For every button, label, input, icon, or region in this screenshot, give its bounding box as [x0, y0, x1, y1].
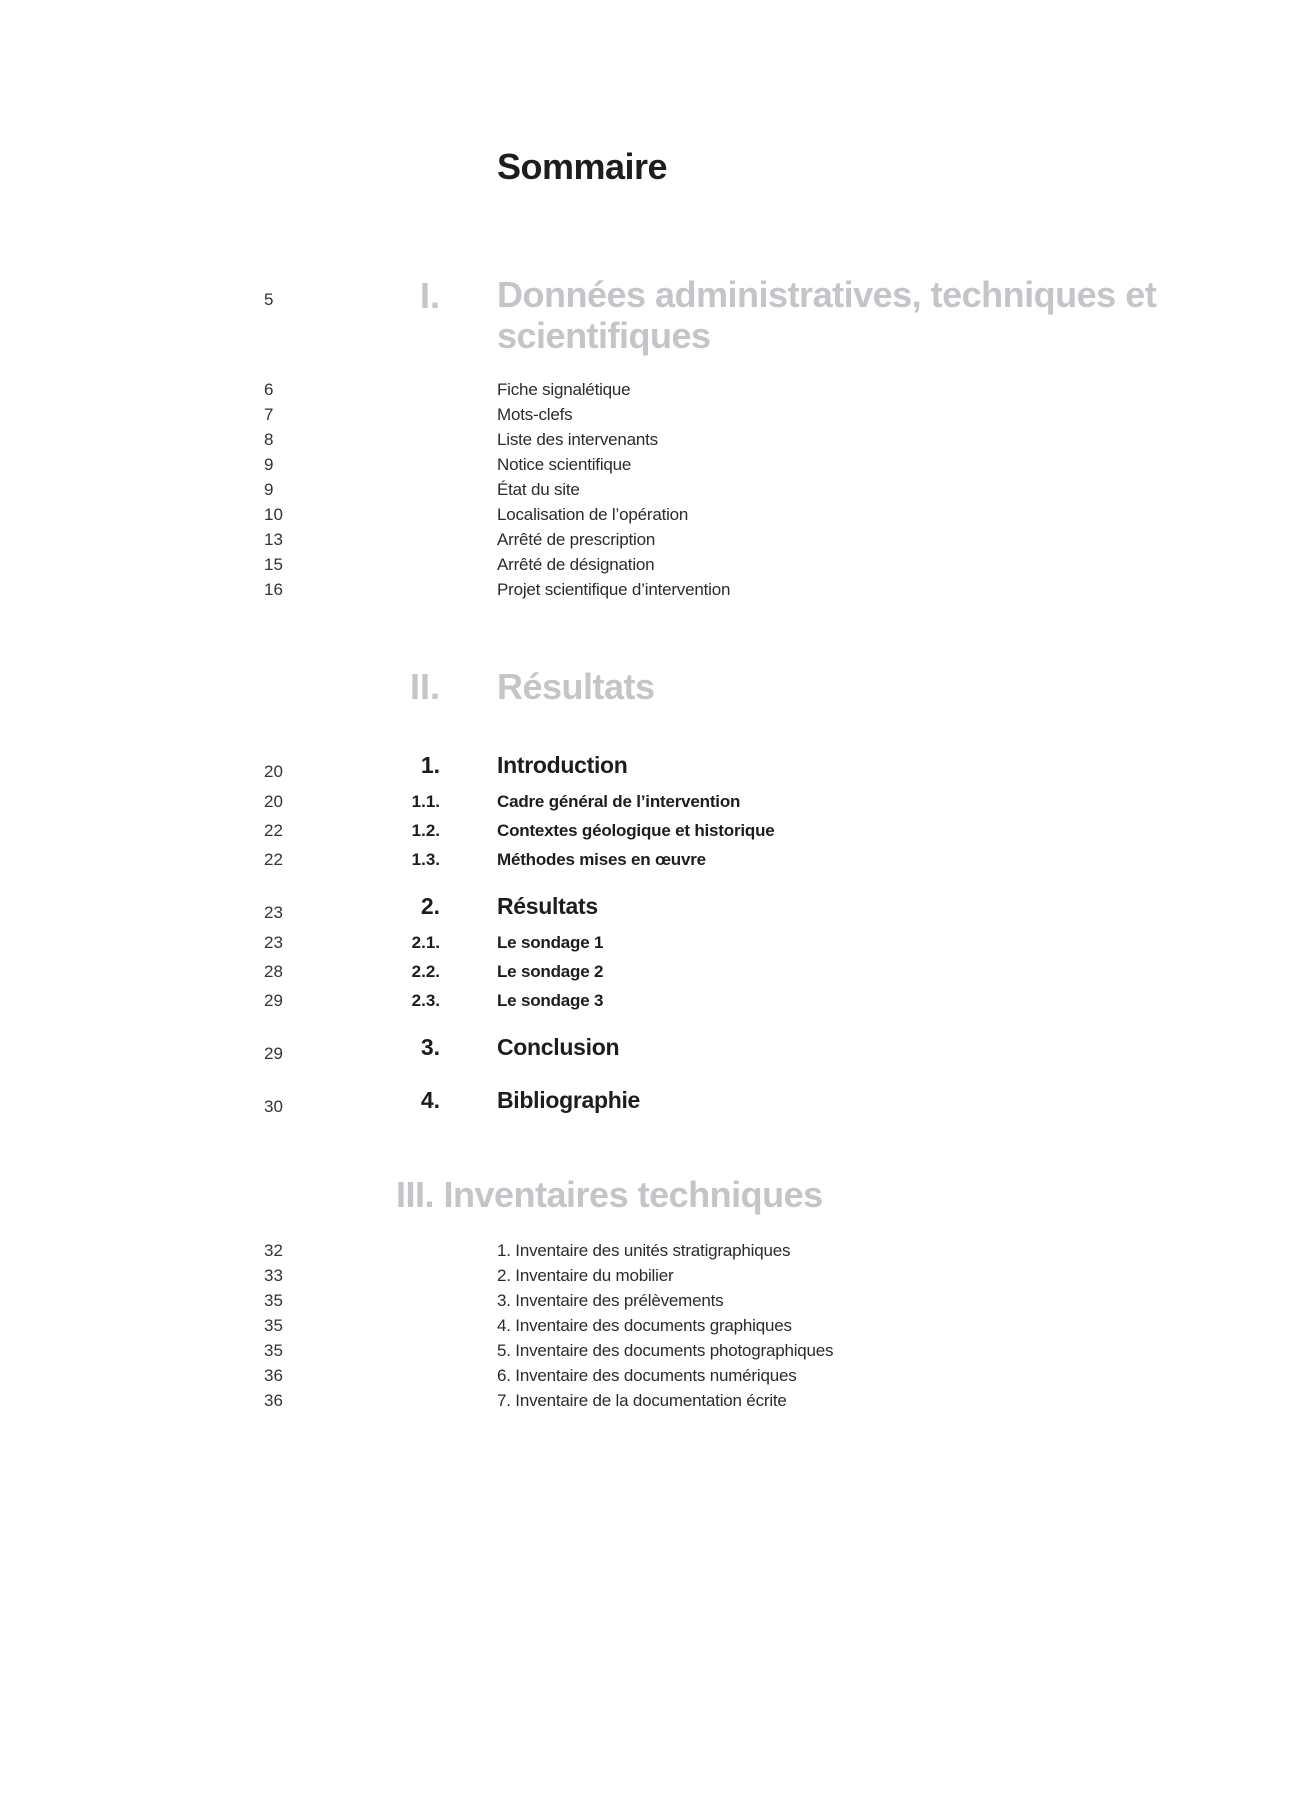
- part1-title-line1: Données administratives, techniques et: [497, 274, 1157, 315]
- list-item[interactable]: Fiche signalétique: [497, 380, 631, 399]
- subsection-title[interactable]: Le sondage 1: [497, 933, 604, 952]
- section-number: 1.: [420, 752, 440, 778]
- list-item[interactable]: 2. Inventaire du mobilier: [497, 1266, 674, 1285]
- section-number: 4.: [420, 1087, 440, 1113]
- list-item[interactable]: 6. Inventaire des documents numériques: [497, 1366, 797, 1385]
- part1-title-line2: scientifiques: [497, 315, 711, 356]
- list-item-page: 35: [264, 1291, 283, 1310]
- section-page: 23: [264, 903, 283, 922]
- list-item-page: 15: [264, 555, 283, 574]
- list-item[interactable]: État du site: [497, 480, 580, 499]
- section-number: 3.: [420, 1034, 440, 1060]
- list-item[interactable]: Localisation de l’opération: [497, 505, 689, 524]
- list-item-page: 36: [264, 1391, 283, 1410]
- list-item-page: 32: [264, 1241, 283, 1260]
- subsection-number: 1.2.: [411, 821, 440, 840]
- subsection-title[interactable]: Cadre général de l’intervention: [497, 792, 741, 811]
- subsection-title[interactable]: Le sondage 2: [497, 962, 604, 981]
- list-item-page: 33: [264, 1266, 283, 1285]
- part2-numeral: II.: [409, 666, 440, 707]
- list-item-page: 8: [264, 430, 274, 449]
- list-item-page: 35: [264, 1316, 283, 1335]
- part1-numeral: I.: [419, 275, 440, 316]
- section-title[interactable]: Conclusion: [497, 1034, 620, 1060]
- list-item-page: 6: [264, 380, 274, 399]
- subsection-title[interactable]: Méthodes mises en œuvre: [497, 850, 706, 869]
- section-page: 29: [264, 1044, 283, 1063]
- list-item[interactable]: Mots-clefs: [497, 405, 573, 424]
- subsection-page: 22: [264, 850, 283, 869]
- section-page: 20: [264, 762, 283, 781]
- list-item-page: 13: [264, 530, 283, 549]
- subsection-page: 23: [264, 933, 283, 952]
- list-item[interactable]: Arrêté de désignation: [497, 555, 655, 574]
- subsection-number: 1.1.: [411, 792, 440, 811]
- list-item-page: 10: [264, 505, 283, 524]
- subsection-title[interactable]: Contextes géologique et historique: [497, 821, 775, 840]
- subsection-page: 20: [264, 792, 283, 811]
- list-item-page: 7: [264, 405, 274, 424]
- subsection-page: 29: [264, 991, 283, 1010]
- part1-page: 5: [264, 290, 274, 309]
- list-item-page: 16: [264, 580, 283, 599]
- list-item-page: 9: [264, 480, 274, 499]
- list-item[interactable]: 5. Inventaire des documents photographiques: [497, 1341, 834, 1360]
- list-item-page: 9: [264, 455, 274, 474]
- section-number: 2.: [420, 893, 440, 919]
- list-item[interactable]: Liste des intervenants: [497, 430, 658, 449]
- list-item-page: 35: [264, 1341, 283, 1360]
- list-item[interactable]: 7. Inventaire de la documentation écrite: [497, 1391, 787, 1410]
- subsection-title[interactable]: Le sondage 3: [497, 991, 604, 1010]
- subsection-number: 2.2.: [411, 962, 440, 981]
- section-title[interactable]: Introduction: [497, 752, 628, 778]
- section-title[interactable]: Résultats: [497, 893, 598, 919]
- subsection-page: 22: [264, 821, 283, 840]
- part3-title: III. Inventaires techniques: [396, 1174, 823, 1215]
- list-item[interactable]: Arrêté de prescription: [497, 530, 656, 549]
- list-item[interactable]: 1. Inventaire des unités stratigraphiques: [497, 1241, 791, 1260]
- subsection-number: 2.3.: [411, 991, 440, 1010]
- section-page: 30: [264, 1097, 283, 1116]
- subsection-number: 1.3.: [411, 850, 440, 869]
- list-item[interactable]: Projet scientifique d’intervention: [497, 580, 731, 599]
- section-title[interactable]: Bibliographie: [497, 1087, 641, 1113]
- page-title: Sommaire: [497, 146, 668, 187]
- part2-title: Résultats: [497, 666, 655, 707]
- list-item[interactable]: 4. Inventaire des documents graphiques: [497, 1316, 792, 1335]
- list-item[interactable]: Notice scientifique: [497, 455, 632, 474]
- list-item-page: 36: [264, 1366, 283, 1385]
- list-item[interactable]: 3. Inventaire des prélèvements: [497, 1291, 724, 1310]
- subsection-number: 2.1.: [411, 933, 440, 952]
- subsection-page: 28: [264, 962, 283, 981]
